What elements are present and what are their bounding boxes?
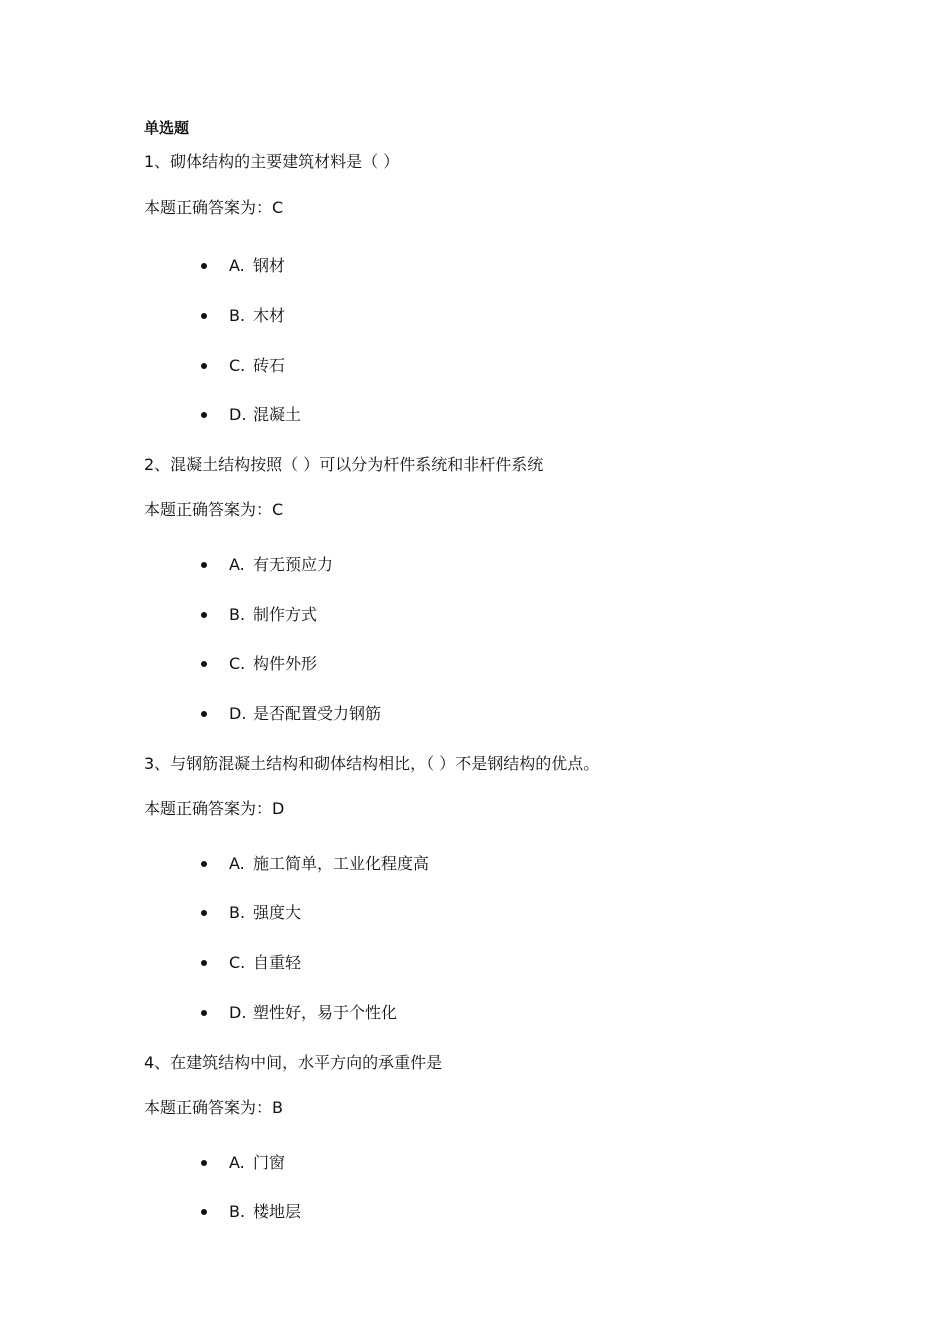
bullet-icon	[201, 861, 207, 867]
option-text: 施工简单，工业化程度高	[253, 854, 430, 873]
option-b	[0, 604, 600, 626]
option-text: 制作方式	[253, 605, 318, 624]
option-letter: B.	[229, 903, 246, 922]
option-d	[0, 404, 600, 426]
option-a	[0, 853, 600, 875]
question-text: 2、混凝土结构按照（ ）可以分为杆件系统和非杆件系统	[144, 455, 544, 474]
option-c	[0, 952, 600, 974]
bullet-icon	[201, 711, 207, 717]
option-b	[0, 1201, 600, 1223]
option-letter: B.	[229, 605, 246, 624]
option-c	[0, 355, 600, 377]
correct-answer: 本题正确答案为：C	[144, 198, 284, 217]
bullet-icon	[201, 960, 207, 966]
option-text: 砖石	[253, 356, 286, 375]
option-letter: C.	[229, 953, 246, 972]
option-letter: D.	[229, 405, 247, 424]
bullet-icon	[201, 661, 207, 667]
option-text: 木材	[253, 306, 286, 325]
bullet-icon	[201, 313, 207, 319]
option-letter: C.	[229, 654, 246, 673]
option-letter: A.	[229, 555, 245, 574]
bullet-icon	[201, 263, 207, 269]
bullet-icon	[201, 910, 207, 916]
option-letter: A.	[229, 256, 245, 275]
option-text: 混凝土	[253, 405, 302, 424]
option-text: 有无预应力	[253, 555, 334, 574]
option-c	[0, 653, 600, 675]
option-letter: A.	[229, 854, 245, 873]
correct-answer: 本题正确答案为：D	[144, 799, 285, 818]
bullet-icon	[201, 1160, 207, 1166]
bullet-icon	[201, 612, 207, 618]
bullet-icon	[201, 562, 207, 568]
option-d	[0, 1002, 600, 1024]
correct-answer: 本题正确答案为：B	[144, 1098, 283, 1117]
option-text: 强度大	[253, 903, 302, 922]
option-letter: C.	[229, 356, 246, 375]
bullet-icon	[201, 363, 207, 369]
bullet-icon	[201, 412, 207, 418]
bullet-icon	[201, 1010, 207, 1016]
option-text: 钢材	[253, 256, 286, 275]
option-b	[0, 305, 600, 327]
option-text: 楼地层	[253, 1202, 302, 1221]
option-text: 门窗	[253, 1153, 286, 1172]
question-text: 1、砌体结构的主要建筑材料是（ ）	[144, 152, 400, 171]
question-text: 3、与钢筋混凝土结构和砌体结构相比，（ ）不是钢结构的优点。	[144, 754, 600, 773]
option-a	[0, 1152, 600, 1174]
option-letter: B.	[229, 1202, 246, 1221]
option-letter: B.	[229, 306, 246, 325]
option-text: 塑性好，易于个性化	[253, 1003, 398, 1022]
section-title: 单选题	[144, 119, 190, 137]
correct-answer: 本题正确答案为：C	[144, 500, 284, 519]
bullet-icon	[201, 1209, 207, 1215]
option-letter: D.	[229, 704, 247, 723]
question-text: 4、在建筑结构中间，水平方向的承重件是	[144, 1053, 443, 1072]
option-text: 自重轻	[253, 953, 302, 972]
option-a	[0, 255, 600, 277]
option-d	[0, 703, 600, 725]
option-text: 构件外形	[253, 654, 318, 673]
option-letter: A.	[229, 1153, 245, 1172]
option-b	[0, 902, 600, 924]
option-a	[0, 554, 600, 576]
option-text: 是否配置受力钢筋	[253, 704, 382, 723]
option-letter: D.	[229, 1003, 247, 1022]
